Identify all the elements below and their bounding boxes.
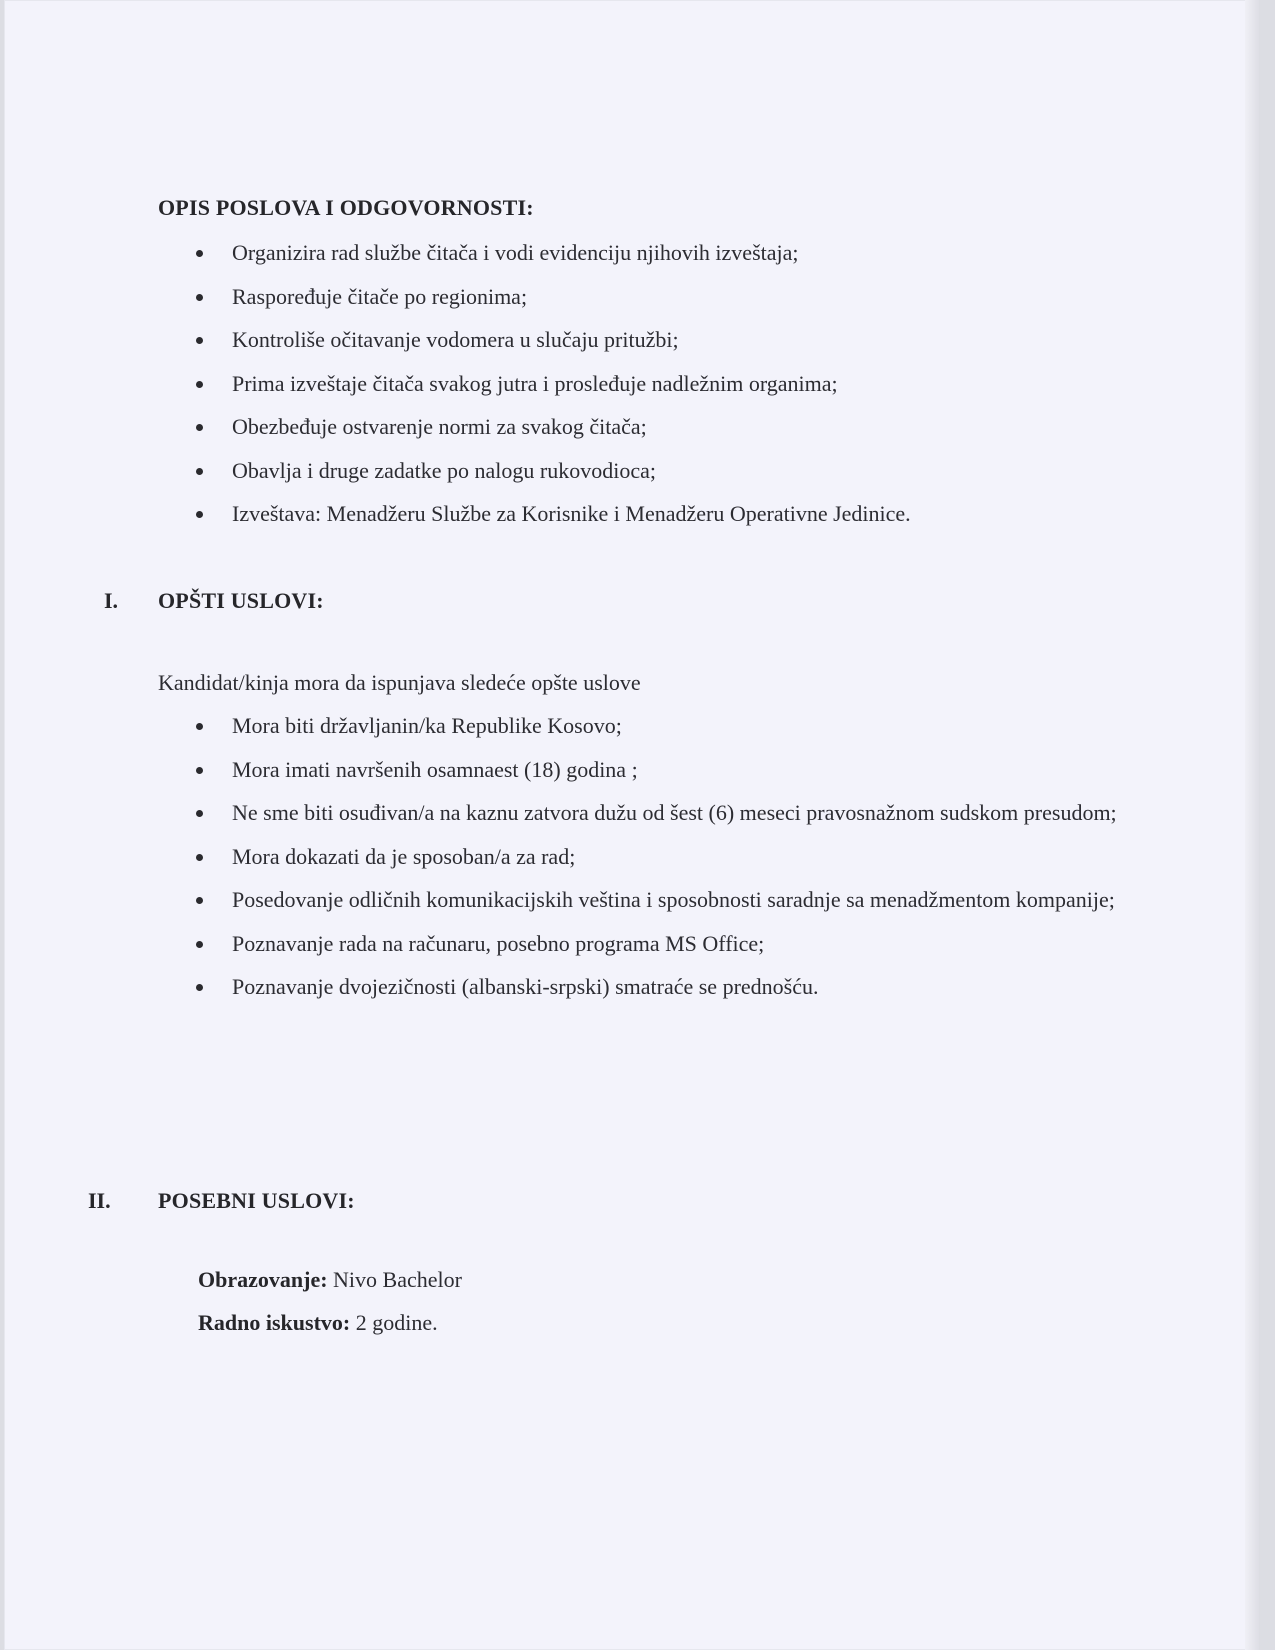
- bullet-icon: [196, 337, 203, 344]
- page-edge-shadow: [1245, 0, 1259, 1650]
- bullet-icon: [196, 294, 203, 301]
- list-item: Obezbeđuje ostvarenje normi za svakog čitača;: [158, 405, 1118, 449]
- bullet-icon: [196, 424, 203, 431]
- bullet-icon: [196, 381, 203, 388]
- list-item: Mora biti državljanin/ka Republike Kosovo;: [158, 704, 1118, 748]
- bullet-icon: [196, 854, 203, 861]
- list-item: Izveštava: Menadžeru Službe za Korisnike i Menadžeru Operativne Jedinice.: [158, 492, 1118, 536]
- duties-list: [158, 231, 1118, 536]
- list-item: Poznavanje dvojezičnosti (albanski-srpski) smatraće se prednošću.: [158, 965, 1118, 1009]
- general-conditions-heading: OPŠTI USLOVI:: [158, 588, 324, 613]
- section-numeral: II.: [88, 1188, 111, 1213]
- bullet-icon: [196, 810, 203, 817]
- bullet-icon: [196, 941, 203, 948]
- duties-section: [4, 195, 1184, 536]
- general-conditions-intro: Kandidat/kinja mora da ispunjava sledeće opšte uslove: [158, 670, 641, 695]
- bullet-icon: [196, 250, 203, 257]
- duties-heading: OPIS POSLOVA I ODGOVORNOSTI:: [158, 195, 534, 220]
- list-item: Poznavanje rada na računaru, posebno programa MS Office;: [158, 922, 1118, 966]
- section-numeral: I.: [104, 588, 119, 613]
- experience-label: Radno iskustvo:: [198, 1310, 351, 1335]
- bullet-icon: [196, 723, 203, 730]
- list-item: Prima izveštaje čitača svakog jutra i prosleđuje nadležnim organima;: [158, 362, 1118, 406]
- experience-row: [198, 1301, 1184, 1344]
- special-conditions-section: [4, 1188, 1184, 1344]
- list-item: Mora imati navršenih osamnaest (18) godina ;: [158, 748, 1118, 792]
- bullet-icon: [196, 984, 203, 991]
- general-conditions-list: [158, 704, 1118, 1009]
- experience-value: 2 godine.: [355, 1310, 438, 1335]
- document-page: [4, 0, 1259, 1650]
- list-item: Ne sme biti osuđivan/a na kaznu zatvora dužu od šest (6) meseci pravosnažnom sudskom presudom;: [158, 791, 1118, 835]
- list-item: Organizira rad službe čitača i vodi evidenciju njihovih izveštaja;: [158, 231, 1118, 275]
- bullet-icon: [196, 767, 203, 774]
- bullet-icon: [196, 897, 203, 904]
- list-item: Mora dokazati da je sposoban/a za rad;: [158, 835, 1118, 879]
- education-row: [198, 1258, 1184, 1301]
- list-item: Obavlja i druge zadatke po nalogu rukovodioca;: [158, 449, 1118, 493]
- list-item: Kontroliše očitavanje vodomera u slučaju pritužbi;: [158, 318, 1118, 362]
- special-conditions-heading: POSEBNI USLOVI:: [158, 1188, 355, 1213]
- education-value: Nivo Bachelor: [333, 1267, 462, 1292]
- general-conditions-section: [4, 588, 1184, 1009]
- bullet-icon: [196, 511, 203, 518]
- bullet-icon: [196, 468, 203, 475]
- list-item: Raspoređuje čitače po regionima;: [158, 275, 1118, 319]
- list-item: Posedovanje odličnih komunikacijskih veština i sposobnosti saradnje sa menadžmentom kompanije;: [158, 878, 1118, 922]
- special-conditions-details: [198, 1258, 1184, 1344]
- education-label: Obrazovanje:: [198, 1267, 328, 1292]
